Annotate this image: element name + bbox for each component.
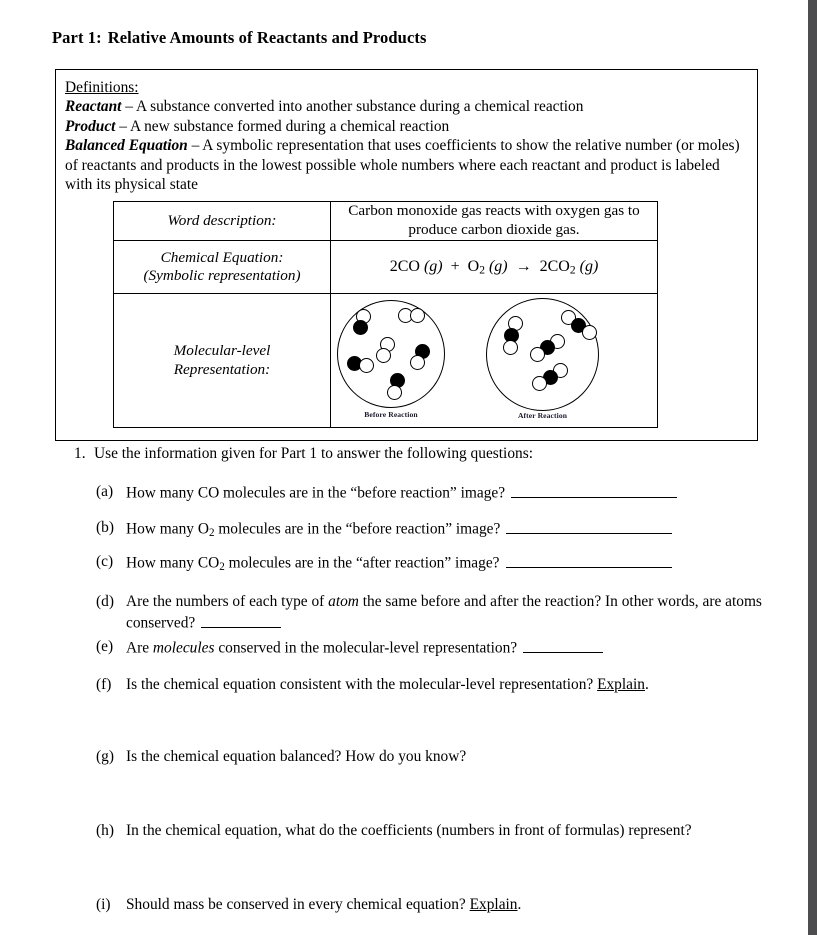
question-1i — [96, 895, 776, 915]
before-reaction-caption: Before Reaction — [364, 410, 418, 419]
equation-reactant-1: 2CO (g) — [389, 257, 443, 275]
row-label-molecular-representation — [114, 294, 331, 428]
page-title-main: Relative Amounts of Reactants and Products — [107, 28, 427, 47]
reaction-table — [113, 201, 658, 428]
definition-text: A new substance formed during a chemical reaction — [130, 117, 450, 135]
question-1c-label: (c) — [96, 553, 114, 570]
equation-product: $2CO_2$ (g) — [539, 257, 599, 277]
table-row-chemical-equation — [114, 241, 658, 294]
oxygen-atom-icon — [410, 308, 425, 323]
question-1i-label: (i) — [96, 896, 111, 913]
question-1h-body: In the chemical equation, what do the coefficients (numbers in front of formulas) represent? — [126, 822, 692, 839]
oxygen-atom-icon — [359, 358, 374, 373]
chemical-equation — [331, 241, 658, 294]
question-1a — [96, 482, 776, 504]
question-1a-label: (a) — [96, 483, 114, 500]
word-description-text: Carbon monoxide gas reacts with oxygen gas to produce carbon dioxide gas. — [331, 202, 658, 241]
question-1f — [96, 675, 776, 695]
row-label-line2: Representation: — [173, 360, 271, 378]
oxygen-atom-icon — [410, 355, 425, 370]
question-1b — [96, 518, 776, 540]
definitions-and-table-box — [55, 69, 758, 441]
definition-term: Product — [65, 117, 116, 135]
question-1c-body: How many $CO_2$ molecules are in the “after reaction” image? — [126, 552, 776, 574]
row-label-line1: Chemical Equation: — [160, 248, 284, 266]
question-1b-label: (b) — [96, 519, 114, 536]
equation-reactant-2: $O_2$ (g) — [467, 257, 508, 277]
answer-blank[interactable] — [506, 518, 672, 534]
question-1-text: Use the information given for Part 1 to answer the following questions: — [94, 445, 533, 462]
row-label-chemical-equation — [114, 241, 331, 294]
question-1g-label: (g) — [96, 748, 114, 765]
question-1 — [74, 445, 533, 463]
definitions-block — [56, 70, 757, 195]
oxygen-atom-icon — [532, 376, 547, 391]
row-label-word-description: Word description: — [114, 202, 331, 241]
after-reaction-caption: After Reaction — [517, 411, 568, 420]
question-1e — [96, 637, 776, 659]
equation-arrow: → — [515, 257, 532, 275]
definition-text: A substance converted into another substance during a chemical reaction — [135, 98, 584, 116]
answer-blank[interactable] — [511, 482, 677, 498]
oxygen-atom-icon — [376, 348, 391, 363]
question-1g — [96, 747, 776, 767]
page-title — [52, 28, 426, 48]
definition-text: A symbolic representation that uses coefficients to show the relative number (or moles) of reactants and products in the lowest possible whole numbers where each reactant and product is labeled with its physical state — [65, 137, 740, 194]
definition-product: Product – A new substance formed during a chemical reaction — [65, 117, 450, 135]
definition-balanced-equation: Balanced Equation – A symbolic representation that uses coefficients to show the relative number (or moles) of reactants and products in the lowest possible whole numbers where each reactant and product is labeled with its physical state — [65, 137, 740, 194]
carbon-atom-icon — [353, 320, 368, 335]
oxygen-atom-icon — [582, 325, 597, 340]
question-1g-body: Is the chemical equation balanced? How do you know? — [126, 748, 467, 765]
question-1i-body: Should mass be conserved in every chemical equation? Explain. — [126, 896, 522, 913]
answer-blank[interactable] — [506, 552, 672, 568]
table-row-word-description — [114, 202, 658, 241]
question-1d — [96, 592, 786, 634]
molecular-diagram — [331, 294, 657, 427]
question-1f-label: (f) — [96, 676, 112, 693]
question-1a-body: How many CO molecules are in the “before reaction” image? — [126, 482, 776, 504]
oxygen-atom-icon — [387, 385, 402, 400]
question-1e-label: (e) — [96, 638, 114, 655]
equation-plus: + — [450, 257, 460, 275]
question-1f-body: Is the chemical equation consistent with the molecular-level representation? Explain. — [126, 676, 649, 693]
definition-term: Reactant — [65, 98, 122, 116]
molecular-diagram-cell — [331, 294, 658, 428]
oxygen-atom-icon — [503, 340, 518, 355]
row-label-line2: (Symbolic representation) — [143, 267, 301, 284]
table-row-molecular-representation — [114, 294, 658, 428]
question-1d-label: (d) — [96, 593, 114, 610]
question-1e-body: Are molecules conserved in the molecular-level representation? — [126, 637, 776, 659]
answer-blank[interactable] — [201, 612, 281, 628]
page-right-gutter — [808, 0, 817, 935]
definitions-heading: Definitions: — [65, 79, 139, 96]
definition-term: Balanced Equation — [65, 137, 188, 155]
question-1-number: 1. — [74, 445, 86, 462]
question-1d-body: Are the numbers of each type of atom the same before and after the reaction? In other words, are atoms conserved? — [126, 593, 762, 632]
page-title-prefix: Part 1: — [52, 28, 102, 47]
answer-blank[interactable] — [523, 637, 603, 653]
row-label-line1: Molecular-level — [173, 342, 271, 360]
question-1c — [96, 552, 776, 574]
oxygen-atom-icon — [530, 347, 545, 362]
question-1h-label: (h) — [96, 822, 114, 839]
question-1h — [96, 821, 776, 841]
definition-reactant: Reactant – A substance converted into another substance during a chemical reaction — [65, 98, 584, 116]
question-1b-body: How many $O_2$ molecules are in the “before reaction” image? — [126, 518, 776, 540]
